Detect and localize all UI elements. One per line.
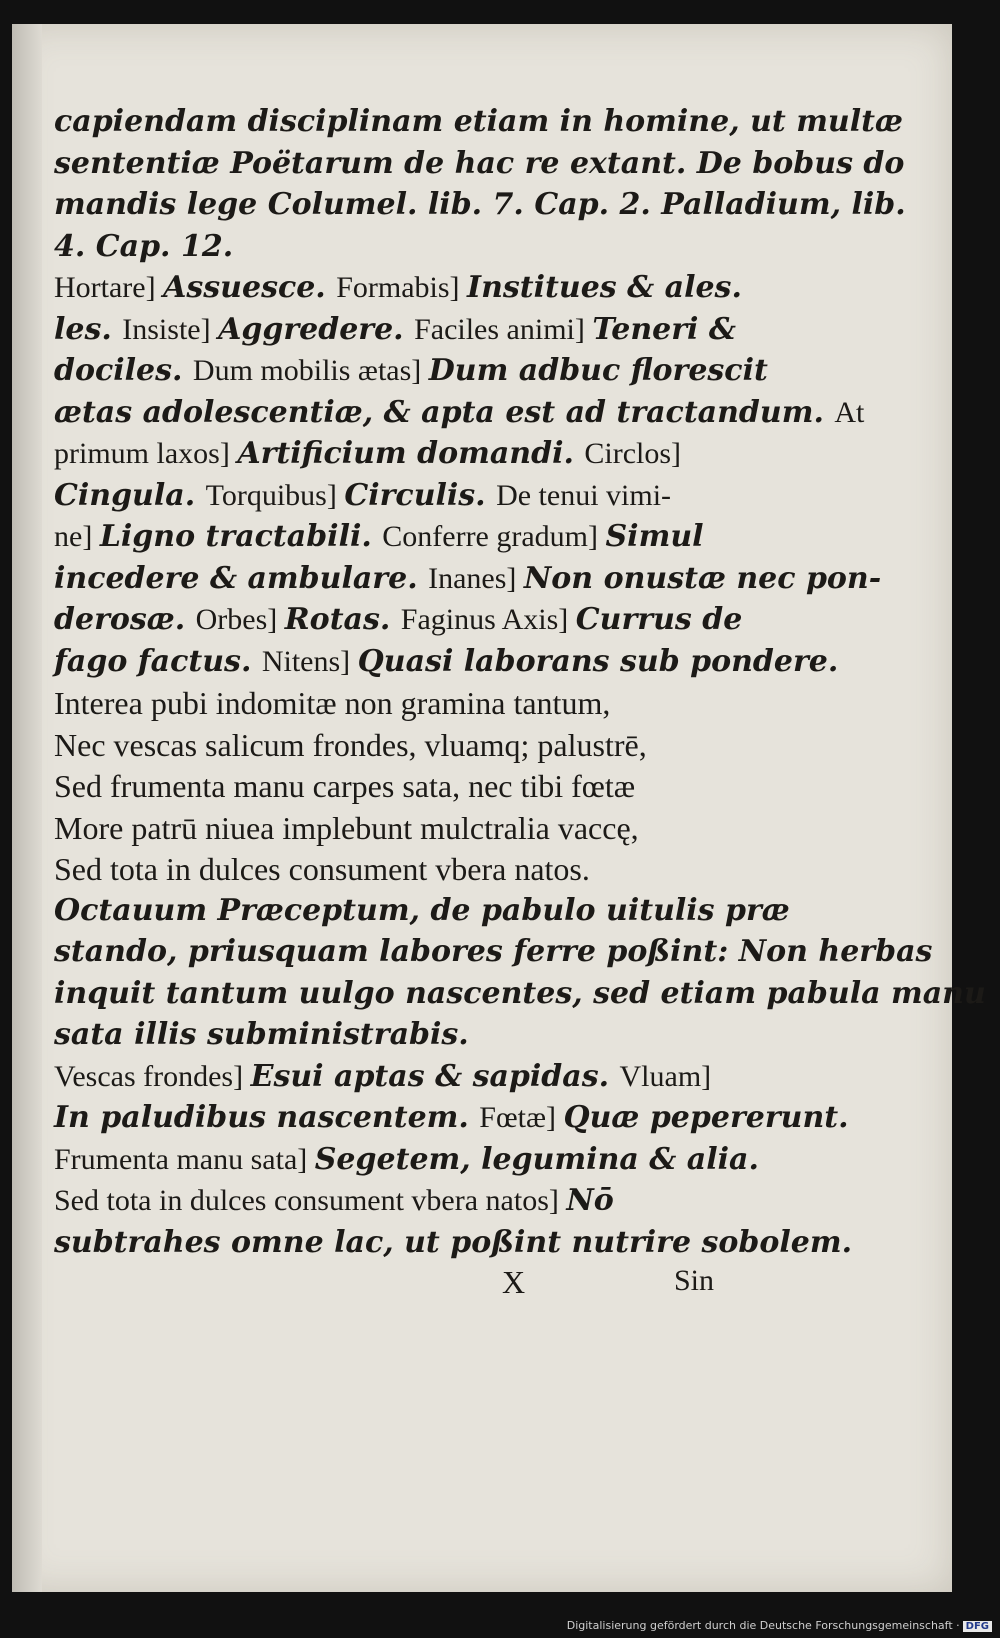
- text-line: [54, 393, 864, 433]
- text-line: [54, 351, 768, 391]
- catchword: Sin: [674, 1264, 715, 1297]
- text-line: [54, 683, 610, 723]
- italic-gloss: Quæ pepererunt.: [563, 1100, 849, 1135]
- lemma-text: Fœtæ]: [479, 1101, 564, 1134]
- lemma-text: Faginus Axis]: [400, 603, 576, 636]
- lemma-text: Insiste]: [122, 312, 219, 346]
- lemma-text: At: [834, 395, 865, 429]
- text-line: [54, 476, 671, 516]
- lemma-text: De tenui vimi-: [496, 478, 672, 512]
- italic-gloss: sata illis subministrabis.: [54, 1017, 469, 1052]
- italic-gloss: fago factus.: [54, 643, 262, 679]
- text-line: [54, 891, 790, 931]
- verse-text: Sed tota in dulces consument vbera natos.: [54, 851, 590, 887]
- italic-gloss: mandis lege Columel. lib. 7. Cap. 2. Palladium, lib.: [54, 187, 906, 222]
- verse-text: More patrū niuea implebunt mulctralia vaccę,: [54, 809, 639, 846]
- lemma-text: Orbes]: [195, 603, 285, 636]
- italic-gloss: Non onustæ nec pon-: [523, 560, 882, 596]
- italic-gloss: ætas adolescentiæ, & apta est ad tractandum.: [54, 394, 835, 430]
- lemma-text: Vescas frondes]: [54, 1059, 251, 1093]
- italic-gloss: Circulis.: [344, 477, 497, 513]
- text-line: [54, 559, 881, 599]
- lemma-text: Formabis]: [336, 271, 468, 304]
- italic-gloss: Rotas.: [284, 602, 401, 637]
- italic-gloss: Esui aptas & sapidas.: [250, 1058, 620, 1094]
- italic-gloss: Simul: [605, 519, 704, 554]
- text-line: [54, 725, 647, 765]
- italic-gloss: les.: [54, 311, 123, 347]
- text-line: [54, 1057, 711, 1097]
- text-line: [54, 1098, 849, 1138]
- text-line: [54, 642, 838, 682]
- italic-gloss: Nō: [566, 1183, 614, 1218]
- credit-text: Digitalisierung gefördert durch die Deutsche Forschungsgemeinschaft ·: [566, 1619, 960, 1632]
- italic-gloss: Institues & ales.: [467, 270, 742, 305]
- verse-text: Sed frumenta manu carpes sata, nec tibi fœtæ: [54, 768, 636, 804]
- text-line: [54, 600, 742, 640]
- lemma-text: Vluam]: [619, 1059, 712, 1093]
- italic-gloss: In paludibus nascentem.: [54, 1100, 480, 1135]
- text-line: [54, 185, 906, 225]
- verse-text: Interea pubi indomitæ non gramina tantum,: [54, 685, 611, 721]
- page-gutter: [12, 24, 42, 1592]
- text-line: [54, 144, 904, 184]
- italic-gloss: Currus de: [575, 602, 743, 637]
- italic-gloss: Non herbas: [738, 934, 933, 969]
- italic-gloss: Segetem, legumina & alia.: [314, 1141, 759, 1177]
- text-line: [54, 517, 704, 557]
- italic-gloss: incedere & ambulare.: [54, 560, 429, 596]
- text-line: [54, 310, 736, 350]
- lemma-text: Torquibus]: [205, 478, 345, 512]
- text-line: [54, 808, 639, 848]
- italic-gloss: Octauum Præceptum, de pabulo uitulis præ: [54, 892, 790, 928]
- italic-gloss: Assuesce.: [163, 270, 337, 305]
- text-line: [54, 1181, 614, 1221]
- lemma-text: ne]: [54, 520, 100, 553]
- text-line: [54, 102, 903, 142]
- digitization-credit: [567, 1619, 992, 1632]
- text-line: [54, 1015, 469, 1055]
- italic-gloss: Artificium domandi.: [237, 436, 585, 471]
- italic-gloss: sententiæ Poëtarum de hac re extant. De bobus do: [54, 145, 905, 181]
- text-line: [54, 974, 986, 1014]
- italic-gloss: Quasi laborans sub pondere.: [357, 643, 839, 679]
- text-line: [54, 1223, 852, 1263]
- verse-text: Nec vescas salicum frondes, vluamq; palustrē,: [54, 726, 647, 763]
- italic-gloss: Teneri &: [592, 311, 736, 347]
- lemma-text: primum laxos]: [54, 437, 238, 470]
- lemma-text: Faciles animi]: [414, 312, 593, 346]
- text-line: [54, 434, 681, 474]
- lemma-text: Inanes]: [428, 561, 524, 595]
- italic-gloss: Cingula.: [54, 477, 206, 513]
- lemma-text: Frumenta manu sata]: [54, 1142, 315, 1176]
- italic-gloss: derosæ.: [54, 602, 196, 637]
- italic-gloss: Ligno tractabili.: [99, 519, 383, 554]
- lemma-text: Circlos]: [584, 437, 682, 470]
- text-line: [54, 766, 635, 806]
- text-line: [54, 1140, 759, 1180]
- text-line: [54, 227, 233, 267]
- lemma-text: Nitens]: [261, 644, 358, 678]
- signature-mark: X: [502, 1264, 526, 1300]
- book-page: [12, 24, 986, 1592]
- italic-gloss: stando, priusquam labores ferre poßint:: [54, 934, 739, 969]
- text-line: [54, 849, 590, 889]
- italic-gloss: Aggredere.: [218, 311, 415, 347]
- text-line: [54, 932, 932, 972]
- dfg-logo: DFG: [963, 1621, 992, 1632]
- lemma-text: Conferre gradum]: [382, 520, 606, 553]
- lemma-text: Dum mobilis ætas]: [192, 354, 429, 387]
- italic-gloss: dociles.: [54, 353, 193, 388]
- italic-gloss: inquit tantum uulgo nascentes, sed etiam pabula manu: [54, 975, 986, 1011]
- lemma-text: Sed tota in dulces consument vbera natos]: [54, 1184, 567, 1217]
- lemma-text: Hortare]: [54, 271, 164, 304]
- italic-gloss: capiendam disciplinam etiam in homine, ut multæ: [54, 104, 903, 139]
- text-line: [54, 268, 742, 308]
- italic-gloss: 4. Cap. 12.: [54, 228, 234, 264]
- italic-gloss: subtrahes omne lac, ut poßint nutrire sobolem.: [54, 1224, 853, 1260]
- italic-gloss: Dum adbuc florescit: [428, 353, 768, 388]
